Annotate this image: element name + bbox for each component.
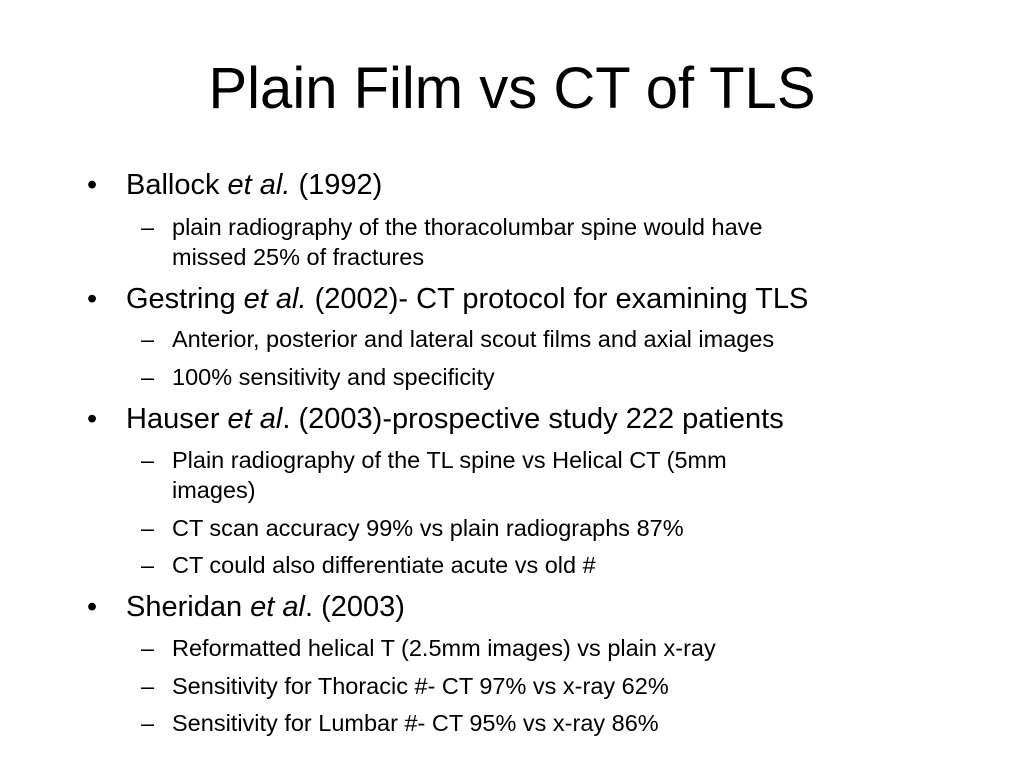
sub-text: Reformatted helical T (2.5mm images) vs plain x-ray [172,635,716,661]
sub-text: plain radiography of the thoracolumbar spine would have [172,214,763,240]
sub-text: missed 25% of fractures [172,244,425,270]
sub-text: images) [172,477,256,503]
sub-marker: – [141,447,155,473]
bullet-marker: • [87,169,98,201]
bullet-marker: • [87,403,98,435]
sub-marker: – [141,710,155,736]
bullet-text: Hauser et al. (2003)-prospective study 222 patients [126,403,784,435]
bullet-marker: • [87,283,98,315]
sub-marker: – [141,515,155,541]
sub-text: Plain radiography of the TL spine vs Helical CT (5mm [172,447,727,473]
bullet-marker: • [87,591,98,623]
slide-title: Plain Film vs CT of TLS [208,56,816,121]
sub-marker: – [141,635,155,661]
sub-text: Sensitivity for Thoracic #- CT 97% vs x-ray 62% [172,673,669,699]
sub-text: 100% sensitivity and specificity [172,364,495,390]
bullet-text: Gestring et al. (2002)- CT protocol for examining TLS [126,283,809,315]
sub-text: Anterior, posterior and lateral scout films and axial images [172,326,775,352]
sub-marker: – [141,673,155,699]
sub-text: CT scan accuracy 99% vs plain radiographs 87% [172,515,684,541]
bullet-text: Ballock et al. (1992) [126,169,383,201]
sub-text: CT could also differentiate acute vs old # [172,552,596,578]
sub-marker: – [141,214,155,240]
sub-marker: – [141,552,155,578]
sub-marker: – [141,364,155,390]
bullet-text: Sheridan et al. (2003) [126,591,405,623]
sub-text: Sensitivity for Lumbar #- CT 95% vs x-ray 86% [172,710,659,736]
sub-marker: – [141,326,155,352]
